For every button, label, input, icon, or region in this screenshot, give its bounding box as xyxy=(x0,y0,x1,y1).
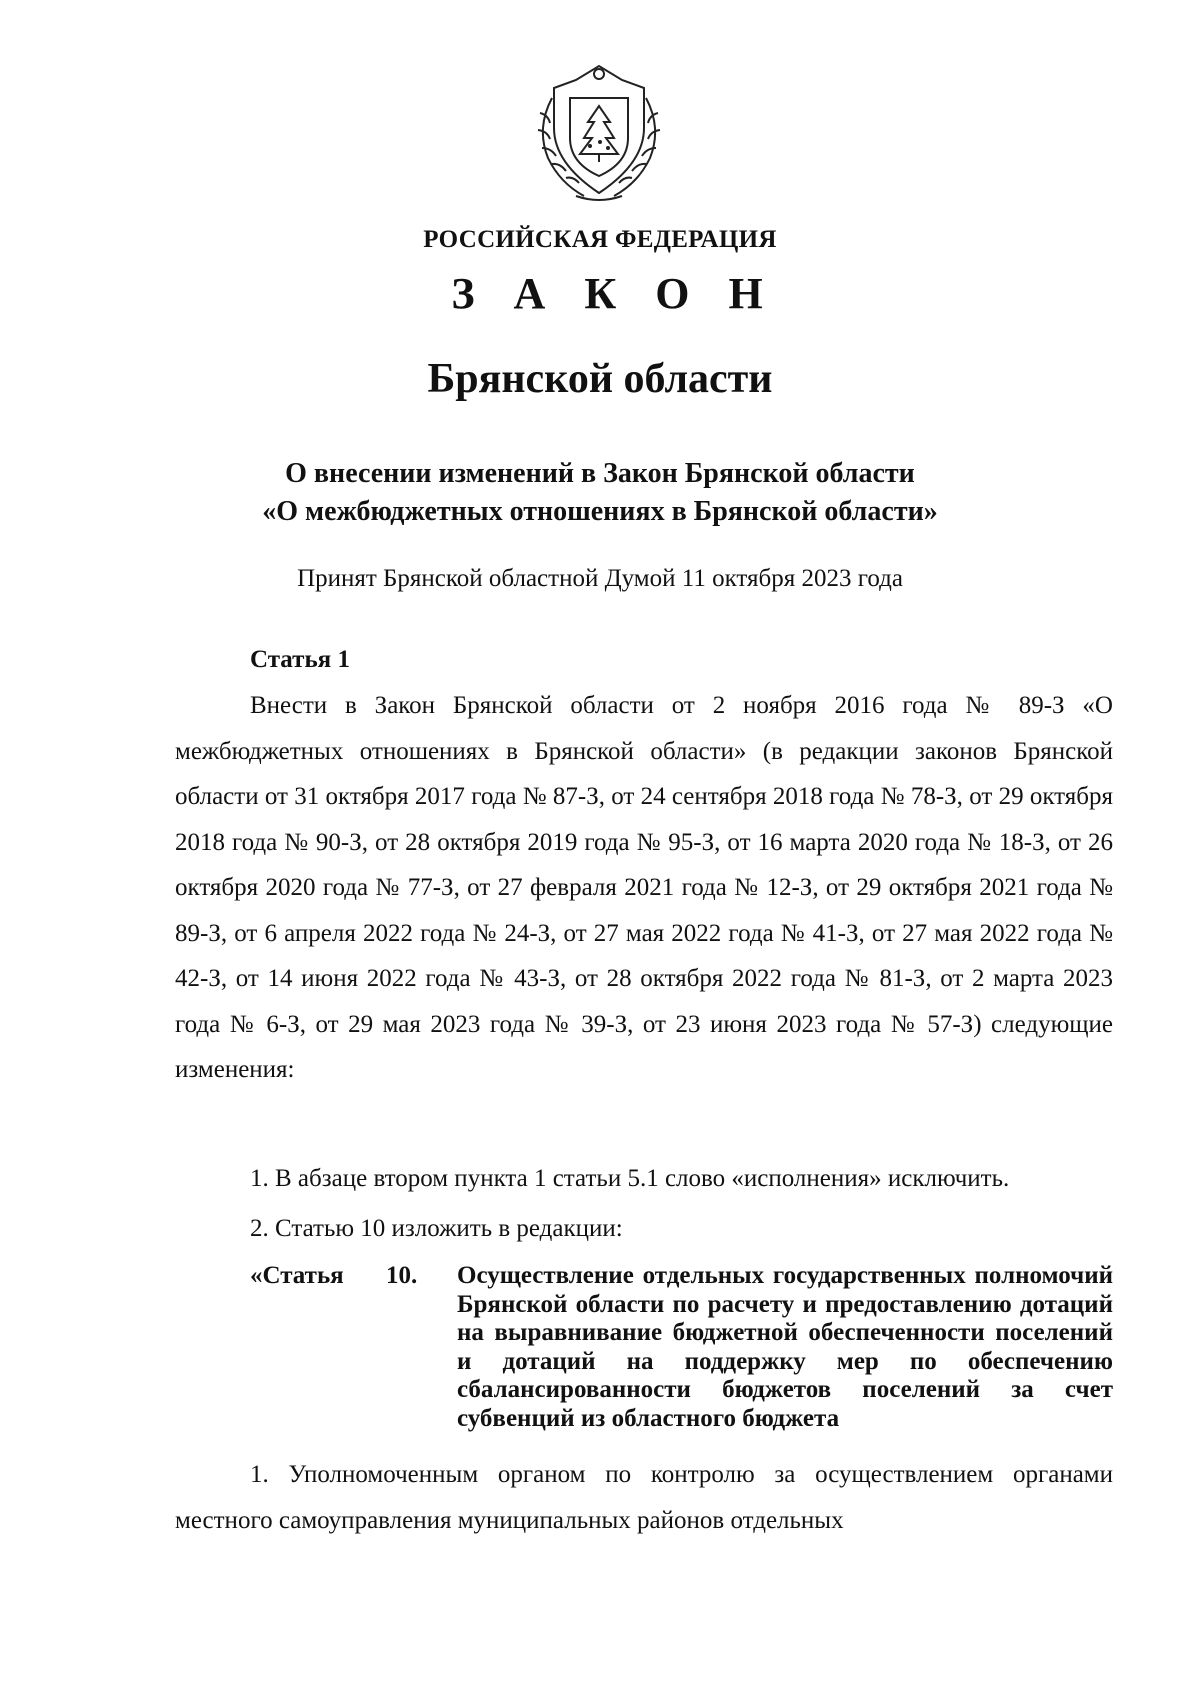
article-10-number: 10. xyxy=(385,1262,418,1289)
coat-of-arms-icon xyxy=(530,58,668,206)
article-1-heading: Статья 1 xyxy=(250,646,350,673)
document-type-heading: З А К О Н xyxy=(451,269,777,318)
article-10-title: Осуществление отдельных государственных полномочий Брянской области по расчету и предоставлению дотаций на выравнивание бюджетной обеспеченности поселений и дотаций на поддержку мер по обеспечению сбалансированности бюджетов поселений за счет субвенций из областного бюджета xyxy=(457,1262,1113,1432)
article-10-word: «Статья xyxy=(250,1262,344,1289)
law-title-line-2: «О межбюджетных отношениях в Брянской области» xyxy=(262,496,938,527)
article-10-label xyxy=(250,1262,417,1290)
region-heading: Брянской области xyxy=(427,356,773,402)
amendment-item-2: 2. Статью 10 изложить в редакции: xyxy=(250,1215,623,1242)
adoption-note: Принят Брянской областной Думой 11 октября 2023 года xyxy=(297,565,903,592)
article-10-paragraph-1: 1. Уполномоченным органом по контролю за осуществлением органами местного самоуправления муниципальных районов отдельных xyxy=(175,1461,1113,1534)
law-title-line-1: О внесении изменений в Закон Брянской области xyxy=(285,458,915,489)
country-heading: РОССИЙСКАЯ ФЕДЕРАЦИЯ xyxy=(423,226,777,253)
law-title xyxy=(0,455,1200,531)
amendment-item-1: 1. В абзаце втором пункта 1 статьи 5.1 слово «исполнения» исключить. xyxy=(250,1165,1010,1192)
article-1-intro-paragraph: Внести в Закон Брянской области от 2 ноября 2016 года № 89-З «О межбюджетных отношениях в Брянской области» (в редакции законов Брянской области от 31 октября 2017 года № 87-З, от 24 сентября 2018 года № 78-З, от 29 октября 2018 года № 90-З, от 28 октября 2019 года № 95-З, от 16 марта 2020 года № 18-З, от 26 октября 2020 года № 77-З, от 27 февраля 2021 года № 12-З, от 29 октября 2021 года № 89-З, от 6 апреля 2022 года № 24-З, от 27 мая 2022 года № 41-З, от 27 мая 2022 года № 42-З, от 14 июня 2022 года № 43-З, от 28 октября 2022 года № 81-З, от 2 марта 2023 года № 6-З, от 29 мая 2023 года № 39-З, от 23 июня 2023 года № 57-З) следующие изменения: xyxy=(175,692,1113,1083)
